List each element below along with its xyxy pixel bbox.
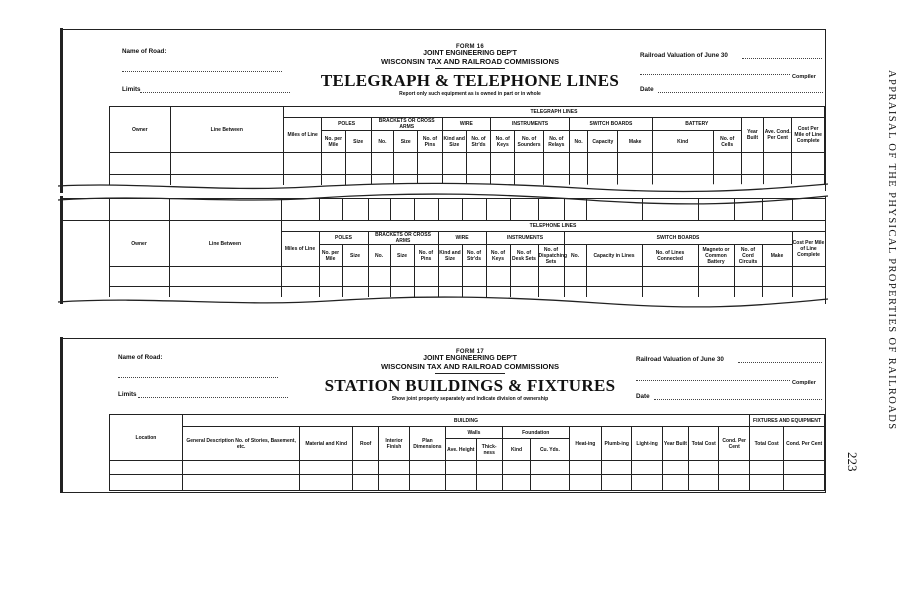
telephone-section-header: TELEPHONE LINES: [281, 221, 825, 232]
telephone-instruments-header: INSTRUMENTS: [486, 232, 564, 245]
telegraph-brackets-size: Size: [394, 131, 418, 153]
telephone-brackets-header: BRACKETS OR CROSS ARMS: [368, 232, 438, 245]
form16-form-number: FORM 16: [455, 44, 485, 50]
form16-heading: [320, 44, 620, 97]
station-blank-row: [110, 475, 825, 491]
telegraph-section-header: TELEGRAPH LINES: [283, 107, 824, 118]
telegraph-owner-header: Owner: [110, 107, 171, 153]
form17-name-of-road-line: [118, 377, 278, 378]
form17-left-edge: [60, 337, 63, 493]
telephone-brackets-size: Size: [390, 245, 414, 267]
telegraph-ave-cond-header: Ave. Cond. Per Cent: [764, 118, 792, 153]
form17-valuation-line: [738, 362, 822, 363]
station-fx-total-cost: Total Cost: [749, 427, 783, 461]
telegraph-instr-sounders: No. of Sounders: [515, 131, 543, 153]
telegraph-miles-header: Miles of Line: [283, 118, 321, 153]
telegraph-wire-kind-size: Kind and Size: [442, 131, 466, 153]
station-fixtures-header: FIXTURES AND EQUIPMENT: [749, 415, 824, 427]
telephone-cost-per-mile-header: Cost Per Mile of Line Complete: [792, 232, 825, 267]
station-location-header: Location: [110, 415, 183, 461]
station-fx-cond-per-cent: Cond. Per Cent: [784, 427, 825, 461]
station-blank-row: [110, 461, 825, 475]
telephone-poles-size: Size: [342, 245, 368, 267]
telegraph-battery-header: BATTERY: [652, 118, 741, 131]
station-total-cost: Total Cost: [689, 427, 719, 461]
station-cond-per-cent: Cond. Per Cent: [719, 427, 749, 461]
telephone-switchboards-header: SWITCH BOARDS: [564, 232, 792, 245]
station-heating: Heat-ing: [569, 427, 601, 461]
form17-date-label: Date: [636, 393, 650, 400]
form16-valuation-label: Railroad Valuation of June 30: [640, 52, 728, 59]
telegraph-battery-kind: Kind: [652, 131, 713, 153]
form16-left-edge: [60, 28, 63, 193]
form16-date-line: [658, 92, 823, 93]
telegraph-poles-no-per-mile: No. per Mile: [322, 131, 345, 153]
telegraph-wire-header: WIRE: [442, 118, 491, 131]
telephone-sb-no: No.: [564, 245, 586, 267]
form16-top-border: [60, 29, 825, 30]
telephone-blank-row: [62, 267, 825, 287]
telegraph-battery-cells: No. of Cells: [713, 131, 741, 153]
form16-commission: WISCONSIN TAX AND RAILROAD COMMISSIONS: [380, 57, 560, 66]
telegraph-sb-make: Make: [618, 131, 652, 153]
telegraph-table: [109, 106, 825, 185]
station-building-header: BUILDING: [182, 415, 749, 427]
telegraph-brackets-header: BRACKETS OR CROSS ARMS: [371, 118, 442, 131]
form16-name-of-road-line: [122, 71, 282, 72]
telegraph-brackets-pins: No. of Pins: [418, 131, 442, 153]
form17-form-number: FORM 17: [455, 349, 485, 355]
form16-right-border: [825, 29, 826, 191]
running-title-text: APPRAISAL OF THE PHYSICAL PROPERTIES OF RAILROADS: [886, 70, 897, 431]
telephone-instr-desk-sets: No. of Desk Sets: [510, 245, 538, 267]
telephone-poles-header: POLES: [319, 232, 368, 245]
form16-compiler-label: Compiler: [792, 74, 816, 80]
telephone-sb-capacity: Capacity in Lines: [586, 245, 642, 267]
telegraph-switchboards-header: SWITCH BOARDS: [569, 118, 652, 131]
form17-date-line: [654, 399, 822, 400]
station-lighting: Light-ing: [632, 427, 662, 461]
telephone-brackets-pins: No. of Pins: [414, 245, 438, 267]
station-walls-thickness: Thick-ness: [476, 439, 502, 461]
station-roof: Roof: [353, 427, 379, 461]
telegraph-blank-row: [110, 153, 825, 175]
telephone-brackets-no: No.: [368, 245, 390, 267]
telephone-sb-lines-connected: No. of Lines Connected: [642, 245, 698, 267]
form16-limits-label: Limits: [122, 86, 141, 93]
station-foundation-header: Foundation: [502, 427, 569, 439]
form16-compiler-line: [640, 74, 790, 75]
telephone-blank-top-row: [62, 199, 825, 221]
telephone-table: [62, 198, 826, 297]
form16-name-of-road-label: Name of Road:: [122, 48, 167, 55]
station-foundation-cu-yds: Cu. Yds.: [531, 439, 569, 461]
telegraph-poles-header: POLES: [322, 118, 372, 131]
form17-title: STATION BUILDINGS & FIXTURES: [324, 376, 616, 395]
form16-dept: JOINT ENGINEERING DEP'T: [423, 50, 517, 57]
form16-valuation-line: [742, 58, 822, 59]
form17-name-of-road-label: Name of Road:: [118, 354, 163, 361]
telegraph-instr-keys: No. of Keys: [491, 131, 515, 153]
telephone-sb-cord-circuits: No. of Cord Circuits: [734, 245, 762, 267]
telegraph-cost-per-mile-header: Cost Per Mile of Line Complete: [792, 118, 825, 153]
form17-compiler-line: [636, 380, 790, 381]
telephone-sb-make: Make: [762, 245, 792, 267]
telephone-sb-magneto: Magneto or Common Battery: [698, 245, 734, 267]
form17-bottom-border: [60, 492, 826, 493]
telephone-miles-header: Miles of Line: [281, 232, 319, 267]
form16-date-label: Date: [640, 86, 654, 93]
telephone-instr-dispatching: No. of Dispatching Sets: [538, 246, 568, 265]
station-interior-finish: Interior Finish: [379, 427, 409, 461]
telephone-instr-keys: No. of Keys: [486, 245, 510, 267]
telephone-poles-no-per-mile: No. per Mile: [319, 245, 342, 267]
station-buildings-table: [109, 414, 825, 491]
telegraph-line-between-header: Line Between: [170, 107, 283, 153]
station-material-kind: Material and Kind: [300, 427, 353, 461]
form16-note: Report only such equipment as is owned in part or in whole: [399, 91, 541, 97]
station-plan-dimensions: Plan Dimensions: [409, 427, 445, 461]
telegraph-year-built-header: Year Built: [741, 118, 763, 153]
telephone-wire-header: WIRE: [438, 232, 486, 245]
telegraph-instruments-header: INSTRUMENTS: [491, 118, 570, 131]
telegraph-poles-size: Size: [345, 131, 371, 153]
page-number: 223: [845, 452, 860, 472]
telegraph-instr-relays: No. of Relays: [543, 131, 569, 153]
form17-valuation-label: Railroad Valuation of June 30: [636, 356, 724, 363]
station-walls-ave-height: Ave. Height: [446, 439, 476, 461]
station-foundation-kind: Kind: [502, 439, 530, 461]
form17-limits-label: Limits: [118, 391, 137, 398]
form17-commission: WISCONSIN TAX AND RAILROAD COMMISSIONS: [380, 362, 560, 371]
telephone-owner-header: Owner: [109, 221, 169, 267]
torn-edge-bottom: [58, 294, 828, 310]
telephone-wire-strands: No. of Str'ds: [462, 245, 486, 267]
form17-heading: [320, 349, 620, 402]
form17-top-border: [60, 338, 825, 339]
station-general-description: General Description No. of Stories, Basement, etc.: [182, 427, 299, 461]
telegraph-sb-capacity: Capacity: [588, 131, 618, 153]
running-title: [886, 70, 902, 500]
form17-compiler-label: Compiler: [792, 380, 816, 386]
station-walls-header: Walls: [446, 427, 503, 439]
form17-limits-line: [138, 397, 288, 398]
station-plumbing: Plumb-ing: [602, 427, 632, 461]
form17-note: Show joint property separately and indicate division of ownership: [391, 396, 549, 402]
telegraph-brackets-no: No.: [371, 131, 393, 153]
telegraph-sb-no: No.: [569, 131, 587, 153]
form16-limits-line: [140, 92, 290, 93]
telephone-wire-kind-size: Kind and Size: [438, 245, 462, 267]
telegraph-wire-strands: No. of Str'ds: [466, 131, 490, 153]
form16-title: TELEGRAPH & TELEPHONE LINES: [320, 71, 620, 90]
station-year-built: Year Built: [662, 427, 688, 461]
form17-right-border: [825, 338, 826, 493]
telephone-line-between-header: Line Between: [169, 221, 281, 267]
form17-dept: JOINT ENGINEERING DEP'T: [423, 355, 517, 362]
